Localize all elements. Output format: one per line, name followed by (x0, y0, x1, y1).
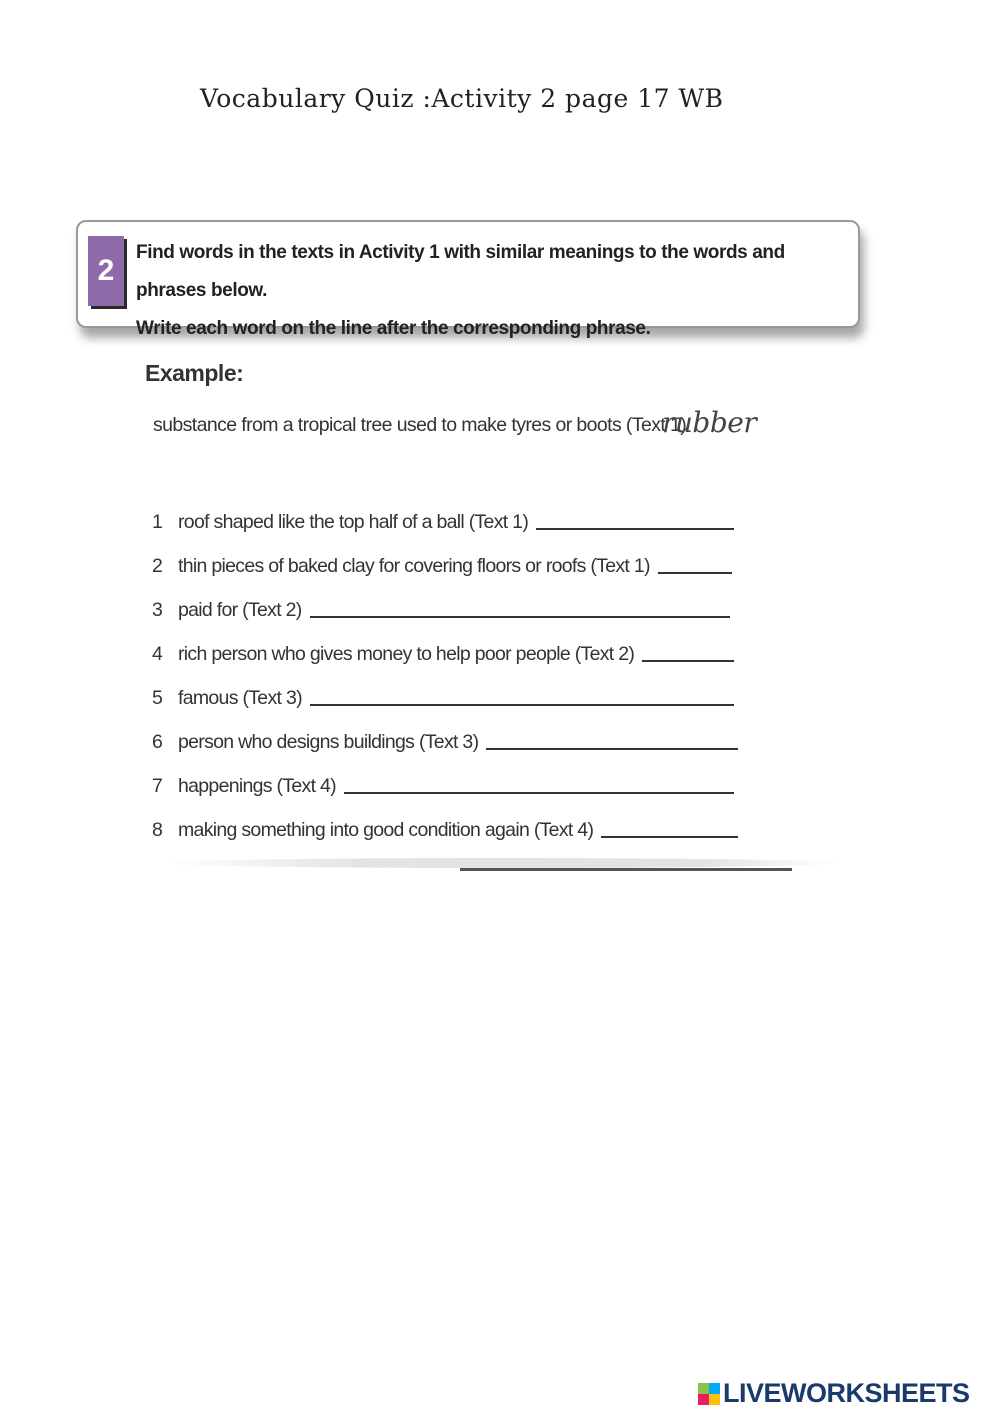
item-number: 5 (152, 687, 163, 709)
item-text: thin pieces of baked clay for covering floors or roofs (Text 1) (178, 555, 650, 577)
item-number: 6 (152, 731, 163, 753)
answer-blank[interactable] (310, 703, 734, 706)
instruction-line-1: Find words in the texts in Activity 1 with similar meanings to the words and phrases below. (136, 242, 785, 301)
instruction-text (136, 234, 856, 348)
example-heading: Example: (145, 360, 244, 386)
brand-name: LIVEWORKSHEETS (723, 1378, 970, 1408)
list-item (152, 544, 732, 578)
logo-square (709, 1394, 720, 1405)
answer-blank[interactable] (486, 747, 738, 750)
example-prompt: substance from a tropical tree used to make tyres or boots (Text 1) (153, 414, 687, 436)
answer-blank[interactable] (344, 791, 734, 794)
page-title: Vocabulary Quiz :Activity 2 page 17 WB (200, 84, 724, 113)
list-item (152, 500, 734, 534)
list-item (152, 808, 738, 842)
list-item (152, 764, 734, 798)
divider (160, 858, 840, 868)
logo-square (698, 1394, 709, 1405)
item-number: 1 (152, 511, 163, 533)
activity-number-badge: 2 (88, 236, 124, 306)
answer-blank[interactable] (642, 659, 734, 662)
item-number: 8 (152, 819, 163, 841)
item-text: making something into good condition again (Text 4) (178, 819, 594, 841)
logo-square (709, 1383, 720, 1394)
item-text: person who designs buildings (Text 3) (178, 731, 479, 753)
item-number: 7 (152, 775, 163, 797)
logo-square (698, 1383, 709, 1394)
brand-logo (698, 1378, 970, 1409)
item-number: 4 (152, 643, 163, 665)
item-number: 3 (152, 599, 163, 621)
item-text: paid for (Text 2) (178, 599, 302, 621)
liveworksheets-logo-icon (698, 1383, 720, 1405)
list-item (152, 632, 734, 666)
item-number: 2 (152, 555, 163, 577)
item-text: happenings (Text 4) (178, 775, 336, 797)
answer-blank[interactable] (601, 835, 738, 838)
answer-blank[interactable] (658, 571, 732, 574)
instruction-line-2: Write each word on the line after the corresponding phrase. (136, 318, 651, 339)
divider (460, 868, 792, 871)
item-text: roof shaped like the top half of a ball (Text 1) (178, 511, 529, 533)
answer-blank[interactable] (536, 527, 734, 530)
instruction-box (76, 220, 860, 339)
list-item (152, 720, 738, 754)
item-text: rich person who gives money to help poor people (Text 2) (178, 643, 635, 665)
answer-blank[interactable] (310, 615, 730, 618)
item-text: famous (Text 3) (178, 687, 302, 709)
example-answer: rubber (662, 406, 757, 439)
list-item (152, 588, 730, 622)
list-item (152, 676, 734, 710)
